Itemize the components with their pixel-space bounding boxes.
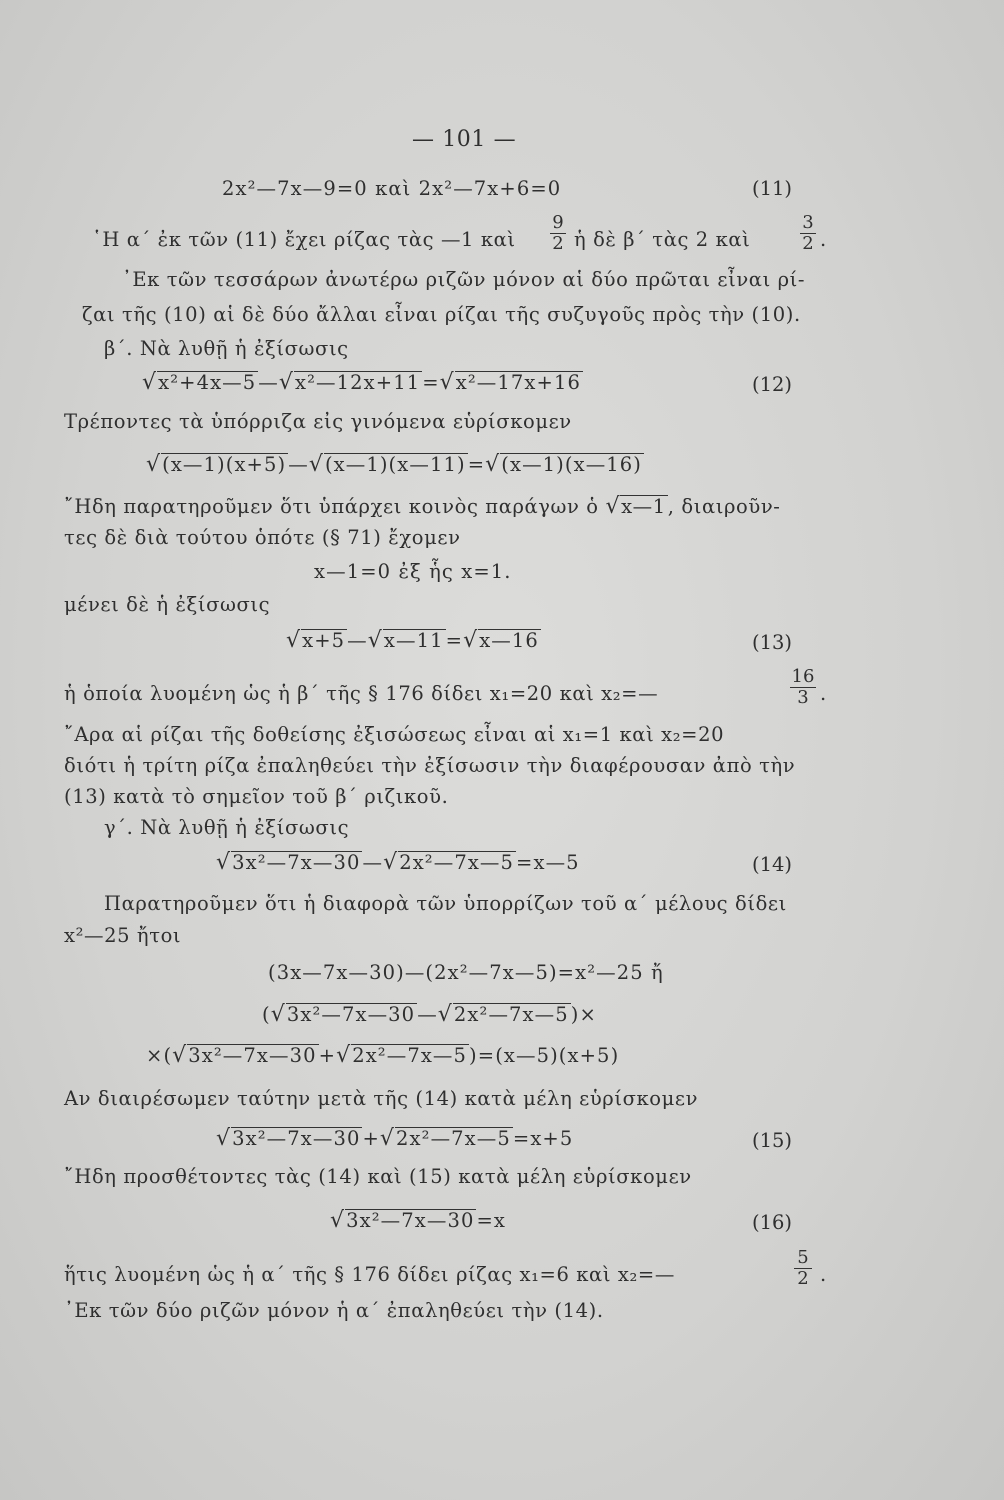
period: . bbox=[820, 1263, 827, 1286]
text-line: ἡ ὁποία λυομένη ὡς ἡ β΄ τῆς § 176 δίδει x₁=20 καὶ x₂=— bbox=[64, 682, 659, 705]
text-line: Τρέποντες τὰ ὑπόρριζα εἰς γινόμενα εὑρίσκομεν bbox=[64, 410, 572, 433]
period: . bbox=[820, 682, 827, 705]
equation-number-16: (16) bbox=[752, 1211, 793, 1234]
equation-13: √x+5 —√x—11 =√x—16 bbox=[286, 628, 539, 653]
equation-16: √3x²—7x—30 =x bbox=[330, 1208, 507, 1233]
equation-x-equals-1: x—1=0 ἐξ ἧς x=1. bbox=[314, 560, 512, 583]
equation-number-11: (11) bbox=[752, 177, 793, 200]
fraction-9-2: $\frac{9}{2}$ bbox=[550, 213, 566, 254]
text-line: διότι ἡ τρίτη ρίζα ἐπαληθεύει τὴν ἐξίσωσιν τὴν διαφέρουσαν ἀπὸ τὴν bbox=[64, 754, 796, 777]
fraction-16-3: $\frac{16}{3}$ bbox=[791, 666, 815, 708]
equation-15: √3x²—7x—30 +√2x²—7x—5 =x+5 bbox=[216, 1126, 574, 1151]
text-line: Παρατηροῦμεν ὅτι ἡ διαφορὰ τῶν ὑπορρίζων τοῦ α΄ μέλους δίδει bbox=[104, 892, 787, 915]
equation-difference: (3x—7x—30)—(2x²—7x—5)=x²—25 ἤ bbox=[268, 961, 664, 984]
text-line: ζαι τῆς (10) αἱ δὲ δύο ἄλλαι εἶναι ρίζαι τῆς συζυγοῦς πρὸς τὴν (10). bbox=[82, 303, 801, 326]
text-line: ᾿Εκ τῶν δύο ριζῶν μόνον ἡ α΄ ἐπαληθεύει τὴν (14). bbox=[64, 1299, 604, 1322]
fraction-5-2: $\frac{5}{2}$ bbox=[794, 1248, 812, 1289]
equation-12: √x²+4x—5 —√x²—12x+11 =√x²—17x+16 bbox=[142, 370, 581, 395]
equation-14: √3x²—7x—30 —√2x²—7x—5 =x—5 bbox=[216, 850, 580, 875]
text-line: ἡ δὲ β΄ τὰς 2 καὶ bbox=[574, 228, 751, 251]
text-line: ῎Ηδη παρατηροῦμεν ὅτι ὑπάρχει κοινὸς παράγων ὁ √x—1 , διαιροῦν- bbox=[64, 494, 781, 519]
text-line: ῎Αρα αἱ ρίζαι τῆς δοθείσης ἐξισώσεως εἶναι αἱ x₁=1 καὶ x₂=20 bbox=[64, 723, 725, 746]
text-line: ἥτις λυομένη ὡς ἡ α΄ τῆς § 176 δίδει ρίζας x₁=6 καὶ x₂=— bbox=[64, 1263, 675, 1286]
text-line: τες δὲ διὰ τούτου ὁπότε (§ 71) ἔχομεν bbox=[64, 526, 461, 549]
equation-number-13: (13) bbox=[752, 631, 793, 654]
page-number: — 101 — bbox=[412, 127, 517, 152]
text-line: ῾Η α΄ ἐκ τῶν (11) ἔχει ρίζας τὰς —1 καὶ bbox=[92, 228, 516, 251]
fraction-3-2: $\frac{3}{2}$ bbox=[800, 213, 816, 254]
period: . bbox=[820, 228, 827, 251]
subsection-c-heading: γ΄. Νὰ λυθῇ ἡ ἐξίσωσις bbox=[104, 816, 350, 839]
text-line: ῎Ηδη προσθέτοντες τὰς (14) καὶ (15) κατὰ μέλη εὑρίσκομεν bbox=[64, 1165, 692, 1188]
equation-11: 2x²—7x—9=0 καὶ 2x²—7x+6=0 bbox=[222, 177, 562, 200]
subsection-b-heading: β΄. Νὰ λυθῇ ἡ ἐξίσωσις bbox=[104, 337, 349, 360]
equation-number-15: (15) bbox=[752, 1129, 793, 1152]
text-line: (13) κατὰ τὸ σημεῖον τοῦ β΄ ριζικοῦ. bbox=[64, 785, 449, 808]
equation-product-line1: (√3x²—7x—30 —√2x²—7x—5 )× bbox=[262, 1002, 597, 1027]
equation-factored: √(x—1)(x+5) —√(x—1)(x—11) =√(x—1)(x—16) bbox=[146, 452, 643, 477]
equation-number-14: (14) bbox=[752, 853, 793, 876]
text-line: ᾿Εκ τῶν τεσσάρων ἀνωτέρω ριζῶν μόνον αἱ δύο πρῶται εἶναι ρί- bbox=[122, 268, 806, 291]
equation-number-12: (12) bbox=[752, 373, 793, 396]
text-line: x²—25 ἤτοι bbox=[64, 924, 182, 947]
text-line: Αν διαιρέσωμεν ταύτην μετὰ τῆς (14) κατὰ μέλη εὑρίσκομεν bbox=[64, 1087, 699, 1110]
equation-product-line2: ×(√3x²—7x—30 +√2x²—7x—5 )=(x—5)(x+5) bbox=[146, 1043, 620, 1068]
text-line: μένει δὲ ἡ ἐξίσωσις bbox=[64, 593, 271, 616]
